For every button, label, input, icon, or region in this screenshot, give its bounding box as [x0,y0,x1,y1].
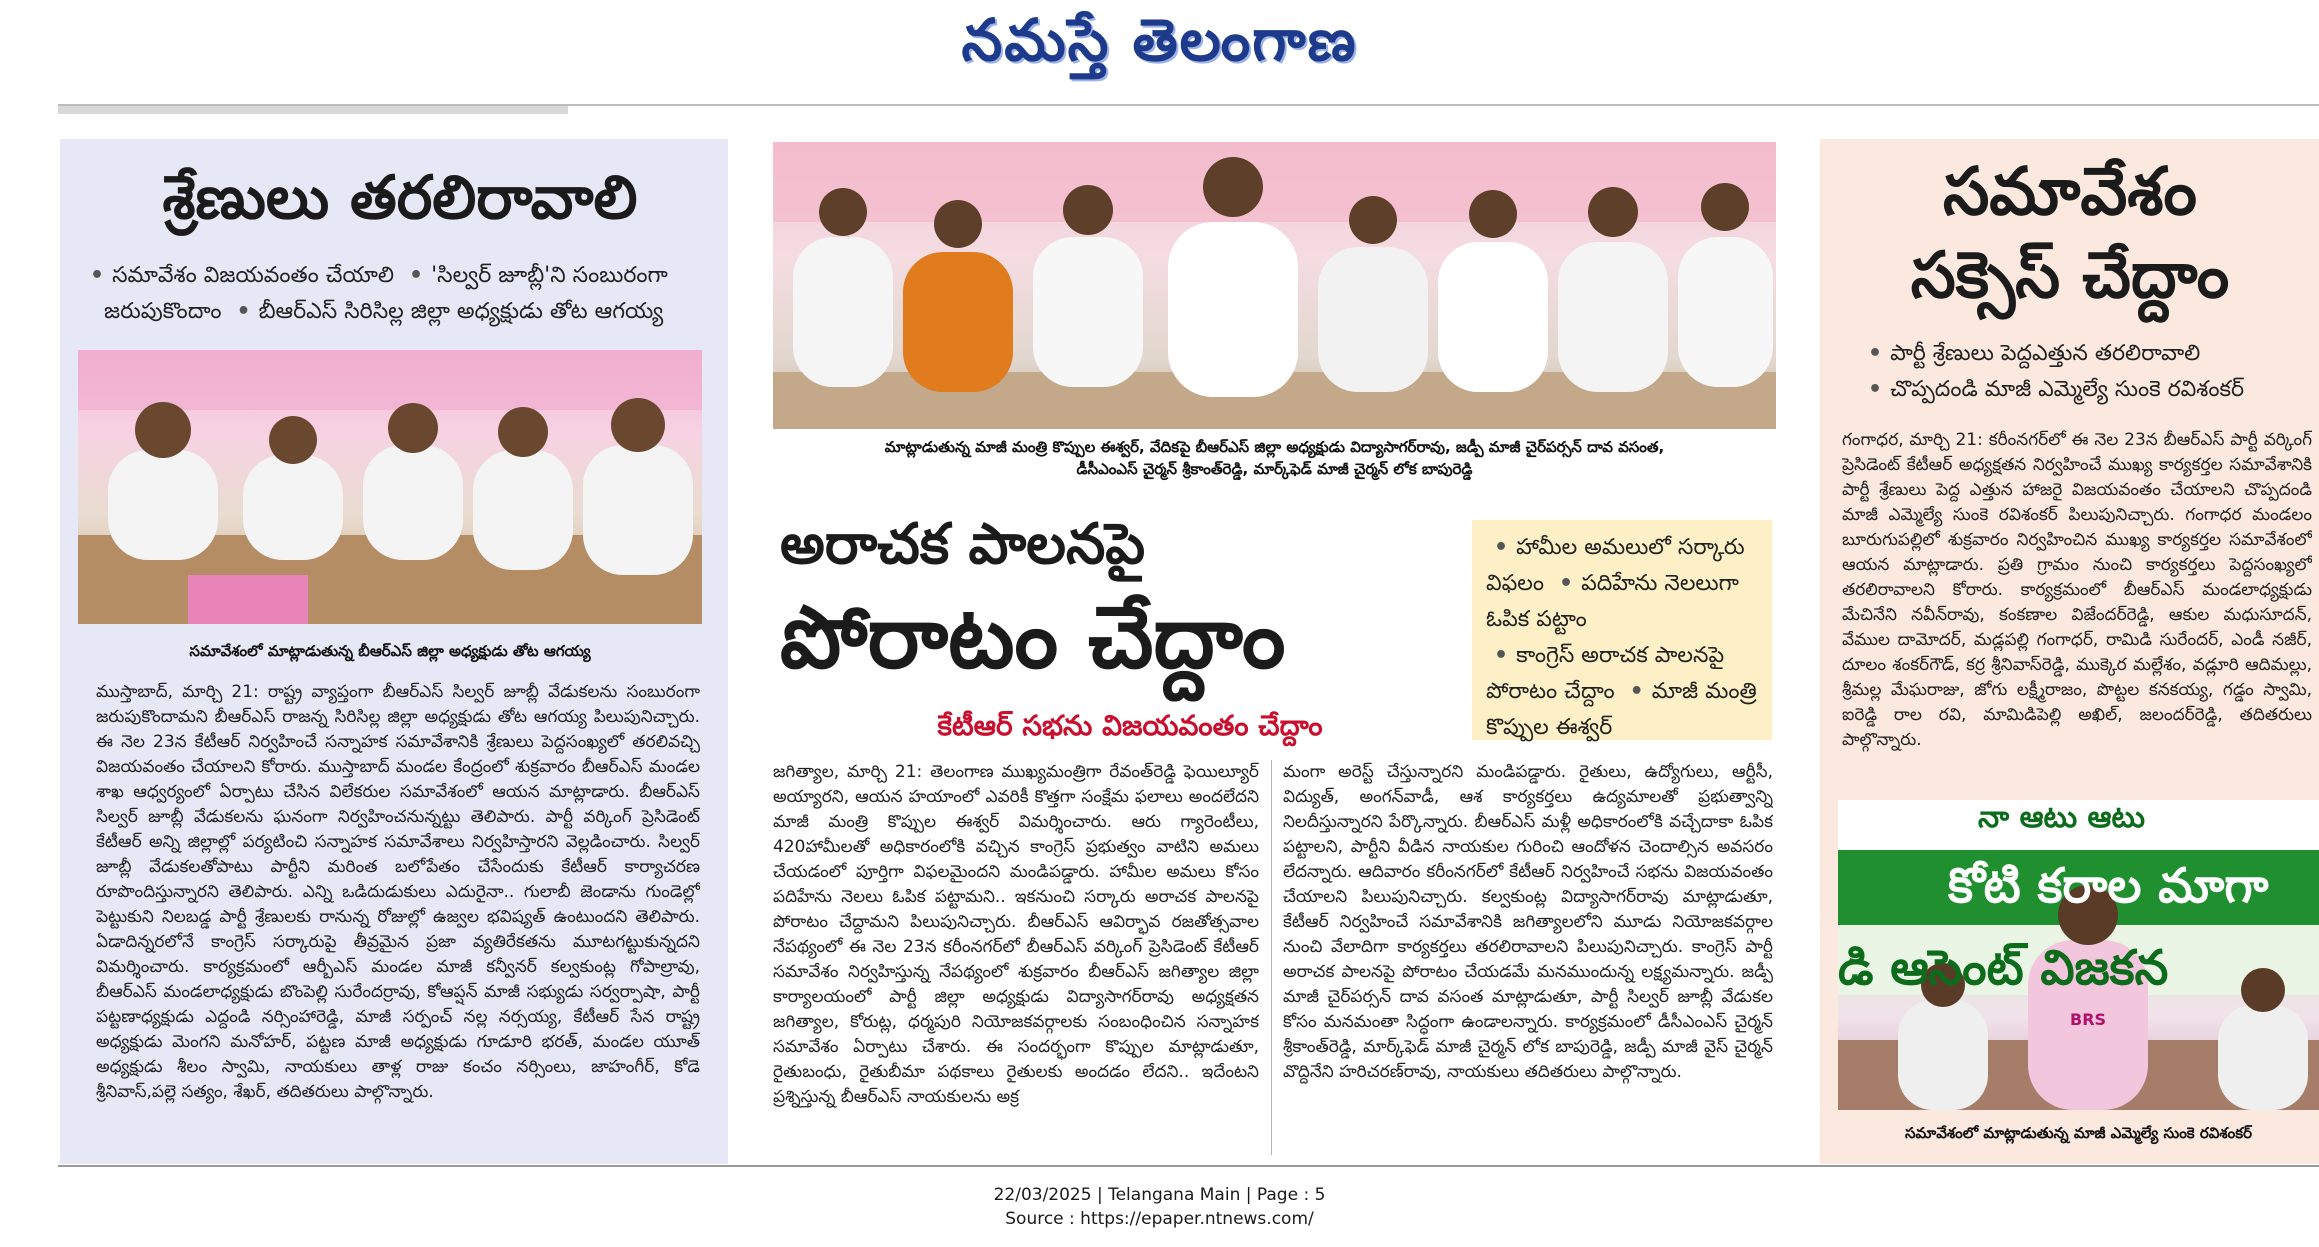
center-box-text-3: కాంగ్రెస్ అరాచక పాలనపై పోరాటం చేద్దాం [1486,643,1725,704]
right-bullet-row-1 [1860,336,2310,372]
left-bullet-2: 'సిల్వర్ జూబ్లీ'ని సంబురంగా [431,263,668,288]
center-caption-line-1: మాట్లాడుతున్న మాజీ మంత్రి కొప్పుల ఈశ్వర్, వేదికపై బీఆర్ఎస్ జిల్లా అధ్యక్షుడు విద్యాసాగర్‌రావు, జడ్పీ మాజీ చైర్‌పర్సన్ దావ వసంత, [884,438,1665,456]
center-box-text-2: పదిహేను నెలలుగా ఓపిక పట్టాం [1486,571,1739,632]
right-headline-line-2: సక్సెస్ చేద్దాం [1910,239,2230,313]
bullet-dot-icon: • [1868,377,1883,402]
center-subhead: కేటీఆర్ సభను విజయవంతం చేద్దాం [937,709,1323,742]
bullet-dot-icon: • [236,299,251,324]
left-bullet-row-1 [82,258,712,294]
footer-source-link[interactable]: Source : https://epaper.ntnews.com/ [1005,1209,1314,1229]
center-headline-small: అరాచక పాలనపై [780,512,1146,577]
right-article-photo [1838,800,2319,1110]
center-photo-caption [773,436,1776,480]
right-article-body: గంగాధర, మార్చి 21: కరీంనగర్‌లో ఈ నెల 23న బీఆర్ఎస్ పార్టీ వర్కింగ్ ప్రెసిడెంట్ కేటీఆర్ అధ్యక్షతన నిర్వహించే ముఖ్య కార్యకర్తల సమావేశానికి పార్టీ శ్రేణులు పెద్ద ఎత్తున హాజరై విజయవంతం చేయాలని చొప్పదండి మాజీ ఎమ్మెల్యే సుంకె రవిశంకర్ పిలుపునిచ్చారు. గంగాధర మండలం బూరుగుపల్లిలో శుక్రవారం నిర్వహించిన ముఖ్య కార్యకర్తల సమావేశంలో ఆయన మాట్లాడారు. ప్రతి గ్రామం నుంచి కార్యకర్తలు పెద్దసంఖ్యలో తరలిరావాలని కోరారు. కార్యక్రమంలో బీఆర్ఎస్ మండలాధ్యక్షుడు మేచినేని నవీన్‌రావు, కంకణాల విజేందర్‌రెడ్డి, ఆకుల మధుసూదన్, వేముల దామోదర్, మడ్లపల్లి గంగాధర్, రామిడి సురేందర్, ఎండీ నజీర్, దూలం శంకర్‌గౌడ్, కర్ర శ్రీనివాస్‌రెడ్డి, ముక్కెర మల్లేశం, వడ్లూరి ఆదిమల్లు, శ్రీమల్ల మేఘరాజు, జోగు లక్ష్మీరాజం, పొట్టల కనకయ్య, గడ్డం స్వామి, ఐరెడ్డి రాల రవి, మామిడిపెల్లి అఖిల్, జలందర్‌రెడ్డి, తదితరులు పాల్గొన్నారు. [1842,430,2312,750]
center-article-col-2: మంగా అరెస్ట్ చేస్తున్నారని మండిపడ్డారు. రైతులు, ఉద్యోగులు, ఆర్టీసీ, విద్యుత్, అంగన్‌వాడీ, ఆశ కార్యకర్తలు ఉద్యమాలతో ప్రభుత్వాన్ని నిలదీస్తున్నారని పేర్కొన్నారు. బీఆర్ఎస్ మళ్లీ అధికారంలోకి వచ్చేదాకా ఓపిక పట్టాలని, పార్టీని వీడిన నాయకుల గురించి ఆందోళన చెందాల్సిన అవసరం లేదన్నారు. ఆదివారం కరీంనగర్‌లో కేటీఆర్ నిర్వహించే సభను విజయవంతం చేయాలని పిలుపునిచ్చారు. కల్వకుంట్ల విద్యాసాగర్‌రావు మాట్లాడుతూ, కేటీఆర్ నిర్వహించే సమావేశానికి జగిత్యాలలోని మూడు నియోజకవర్గాల నుంచి వేలాదిగా కార్యకర్తలు తరలిరావాలని పిలుపునిచ్చారు. కాంగ్రెస్ పార్టీ అరాచక పాలనపై పోరాటం చేయడమే మనముందున్న లక్ష్యమన్నారు. జడ్పీ మాజీ చైర్‌పర్సన్ దావ వసంత మాట్లాడుతూ, పార్టీ సిల్వర్ జూబ్లీ వేడుకల కోసం మనమంతా సిద్ధంగా ఉండాలన్నారు. కార్యక్రమంలో డీసీఎంఎస్ చైర్మన్ శ్రీకాంత్‌రెడ్డి, మార్క్‌ఫెడ్ మాజీ చైర్మన్ లోక బాపురెడ్డి, జడ్పీ మాజీ వైస్ చైర్మన్ వొద్దినేని హరిచరణ్‌రావు, నాయకులు తదితరులు పాల్గొన్నారు. [1283,762,1773,1082]
right-bullet-2: చొప్పదండి మాజీ ఎమ్మెల్యే సుంకె రవిశంకర్ [1890,377,2245,402]
meeting-photo-illustration [773,142,1776,429]
center-highlight-box [1472,520,1772,740]
right-bullets [1860,336,2310,408]
center-caption-line-2: డీసీఎంఎస్ చైర్మన్ శ్రీకాంత్‌రెడ్డి, మార్క్‌ఫెడ్ మాజీ చైర్మన్ లోక బాపురెడ్డి [1076,460,1473,478]
banner-text-low: డి ఆసెంట్ విజకన [1838,940,2169,996]
left-bullet-1: సమావేశం విజయవంతం చేయాలి [112,263,395,288]
masthead [0,0,2319,80]
right-bullet-row-2 [1860,372,2310,408]
brs-badge: BRS [2070,1010,2107,1029]
left-bullet-4: బీఆర్ఎస్ సిరిసిల్ల జిల్లా అధ్యక్షుడు తోట ఆగయ్య [258,299,664,324]
center-box-item-1 [1486,530,1758,638]
bottom-rule [58,1165,2319,1167]
banner-text-mid: కోటి కరాల మాగా [1948,858,2269,914]
center-box-text-4: మాజీ మంత్రి కొప్పుల ఈశ్వర్ [1486,679,1757,740]
bullet-dot-icon: • [90,263,105,288]
meeting-photo-illustration [78,350,702,624]
center-article-photo [773,142,1776,429]
left-article-body: ముస్తాబాద్, మార్చి 21: రాష్ట్ర వ్యాప్తంగా బీఆర్ఎస్ సిల్వర్ జూబ్లీ వేడుకలను సంబురంగా జరుపుకొందామని బీఆర్ఎస్ రాజన్న సిరిసిల్ల జిల్లా అధ్యక్షుడు తోట ఆగయ్య పిలుపునిచ్చారు. ఈ నెల 23న కేటీఆర్ నిర్వహించే సన్నాహక సమావేశానికి శ్రేణులు పెద్దసంఖ్యలో తరలివచ్చి విజయవంతం చేయాలని కోరారు. ముస్తాబాద్ మండల కేంద్రంలో శుక్రవారం బీఆర్ఎస్ మండల శాఖ ఆధ్వర్యంలో ఏర్పాటు చేసిన విలేకరుల సమావేశంలో ఆయన మాట్లాడారు. బీఆర్ఎస్ సిల్వర్ జూబ్లీ వేడుకలను ఘనంగా నిర్వహించనున్నట్టు తెలిపారు. పార్టీ వర్కింగ్ ప్రెసిడెంట్ కేటీఆర్ అన్ని జిల్లాల్లో పర్యటించి సన్నాహక సమావేశాలు నిర్వహిస్తారని వెల్లడించారు. సిల్వర్ జూబ్లీ వేడుకలతోపాటు పార్టీని మరింత బలోపేతం చేసేందుకు కేటీఆర్ కార్యాచరణ రూపొందిస్తున్నారని తెలిపారు. ఎన్ని ఒడిదుడుకులు ఎదురైనా.. గులాబీ జెండాను గుండెల్లో పెట్టుకుని నిలబడ్డ పార్టీ శ్రేణులకు రానున్న రోజుల్లో ఉజ్వల భవిష్యత్ ఉంటుందని తెలిపారు. ఏడాదిన్నరలోనే కాంగ్రెస్ సర్కారుపై తీవ్రమైన ప్రజా వ్యతిరేకతను మూటగట్టుకున్నదని విమర్శించారు. కార్యక్రమంలో ఆర్బీఎస్ మండల మాజీ కన్వీనర్ కల్వకుంట్ల గోపాల్రావు, బీఆర్ఎస్ మండలాధ్యక్షుడు బొంపెల్లి సురేందర్రావు, కోఆప్షన్ మాజీ సభ్యుడు సర్వర్పాషా, పార్టీ పట్టణాధ్యక్షుడు ఎద్దండి నర్సింహారెడ్డి, మాజీ సర్పంచ్ నల్ల నర్సయ్య, కేటీఆర్ సేన రాష్ట్ర అధ్యక్షుడు మెంగని మనోహర్, పట్టణ మాజీ అధ్యక్షుడు గూడూరి భరత్, మండల యూత్ అధ్యక్షుడు శీలం స్వామి, నాయకులు తాళ్ల రాజు కంచం నర్సింలు, జాహంగీర్, కోడె శ్రీనివాస్,పల్లె సత్యం, శేఖర్, తదితరులు పాల్గొన్నారు. [96,682,700,1102]
left-photo-caption: సమావేశంలో మాట్లాడుతున్న బీఆర్ఎస్ జిల్లా అధ్యక్షుడు తోట ఆగయ్య [189,642,591,660]
column-divider [1271,760,1272,1155]
top-rule-accent [58,106,568,114]
center-headline-big: పోరాటం చేద్దాం [780,588,1286,688]
center-box-item-2 [1486,638,1758,746]
center-article-col-1: జగిత్యాల, మార్చి 21: తెలంగాణ ముఖ్యమంత్రిగా రేవంత్‌రెడ్డి ఫెయిల్యూర్ అయ్యారని, ఆయన హయాంలో ఎవరికీ కొత్తగా సంక్షేమ ఫలాలు అందలేదని మాజీ మంత్రి కొప్పుల ఈశ్వర్ విమర్శించారు. ఆరు గ్యారెంటీలు, 420హామీలతో అధికారంలోకి వచ్చిన కాంగ్రెస్ ప్రభుత్వం వాటిని అమలు చేయడంలో పూర్తిగా విఫలమైందని మండిపడ్డారు. హామీల అమలు కోసం పదిహేను నెలలు ఓపిక పట్టామని.. ఇకనుంచి సర్కారు అరాచక పాలనపై పోరాటం చేద్దామని పిలుపునిచ్చారు. బీఆర్ఎస్ ఆవిర్భావ రజతోత్సవాల నేపథ్యంలో ఈ నెల 23న కరీంనగర్‌లో బీఆర్ఎస్ వర్కింగ్ ప్రెసిడెంట్ కేటీఆర్ సమావేశం నిర్వహిస్తున్న నేపథ్యంలో శుక్రవారం బీఆర్ఎస్ జగిత్యాల జిల్లా కార్యాలయంలో పార్టీ జిల్లా అధ్యక్షుడు విద్యాసాగర్‌రావు అధ్యక్షతన జగిత్యాల, కోరుట్ల, ధర్మపురి నియోజకవర్గాలకు సంబంధించిన సన్నాహక సమావేశం ఏర్పాటు చేశారు. ఈ సందర్భంగా కొప్పుల మాట్లాడుతూ, రైతుబంధు, రైతుబీమా పథకాలు రైతులకు అందడం లేదని.. ఇదేంటని ప్రశ్నిస్తున్న బీఆర్ఎస్ నాయకులను అక్ర [773,762,1259,1107]
right-photo-caption: సమావేశంలో మాట్లాడుతున్న మాజీ ఎమ్మెల్యే సుంకె రవిశంకర్ [1904,1124,2252,1142]
left-bullets [82,258,712,330]
bullet-dot-icon: • [1494,643,1509,668]
left-article-photo [78,350,702,624]
bullet-dot-icon: • [1559,571,1574,596]
bullet-dot-icon: • [1629,679,1644,704]
right-headline-line-1: సమావేశం [1942,153,2198,230]
masthead-logo: నమస్తే తెలంగాణ [961,6,1358,74]
bullet-dot-icon: • [409,263,424,288]
footer-date-line: 22/03/2025 | Telangana Main | Page : 5 [993,1185,1326,1205]
left-bullet-3: జరుపుకొందాం [104,299,222,324]
left-headline: శ్రేణులు తరలిరావాలి [162,163,638,233]
center-box-text-1: హామీల అమలులో సర్కారు విఫలం [1486,535,1745,596]
right-bullet-1: పార్టీ శ్రేణులు పెద్దఎత్తున తరలిరావాలి [1890,341,2201,366]
bullet-dot-icon: • [1868,341,1883,366]
bullet-dot-icon: • [1494,535,1509,560]
left-bullet-row-2 [82,294,712,330]
banner-text-top: నా ఆటు ఆటు [1978,800,2146,835]
